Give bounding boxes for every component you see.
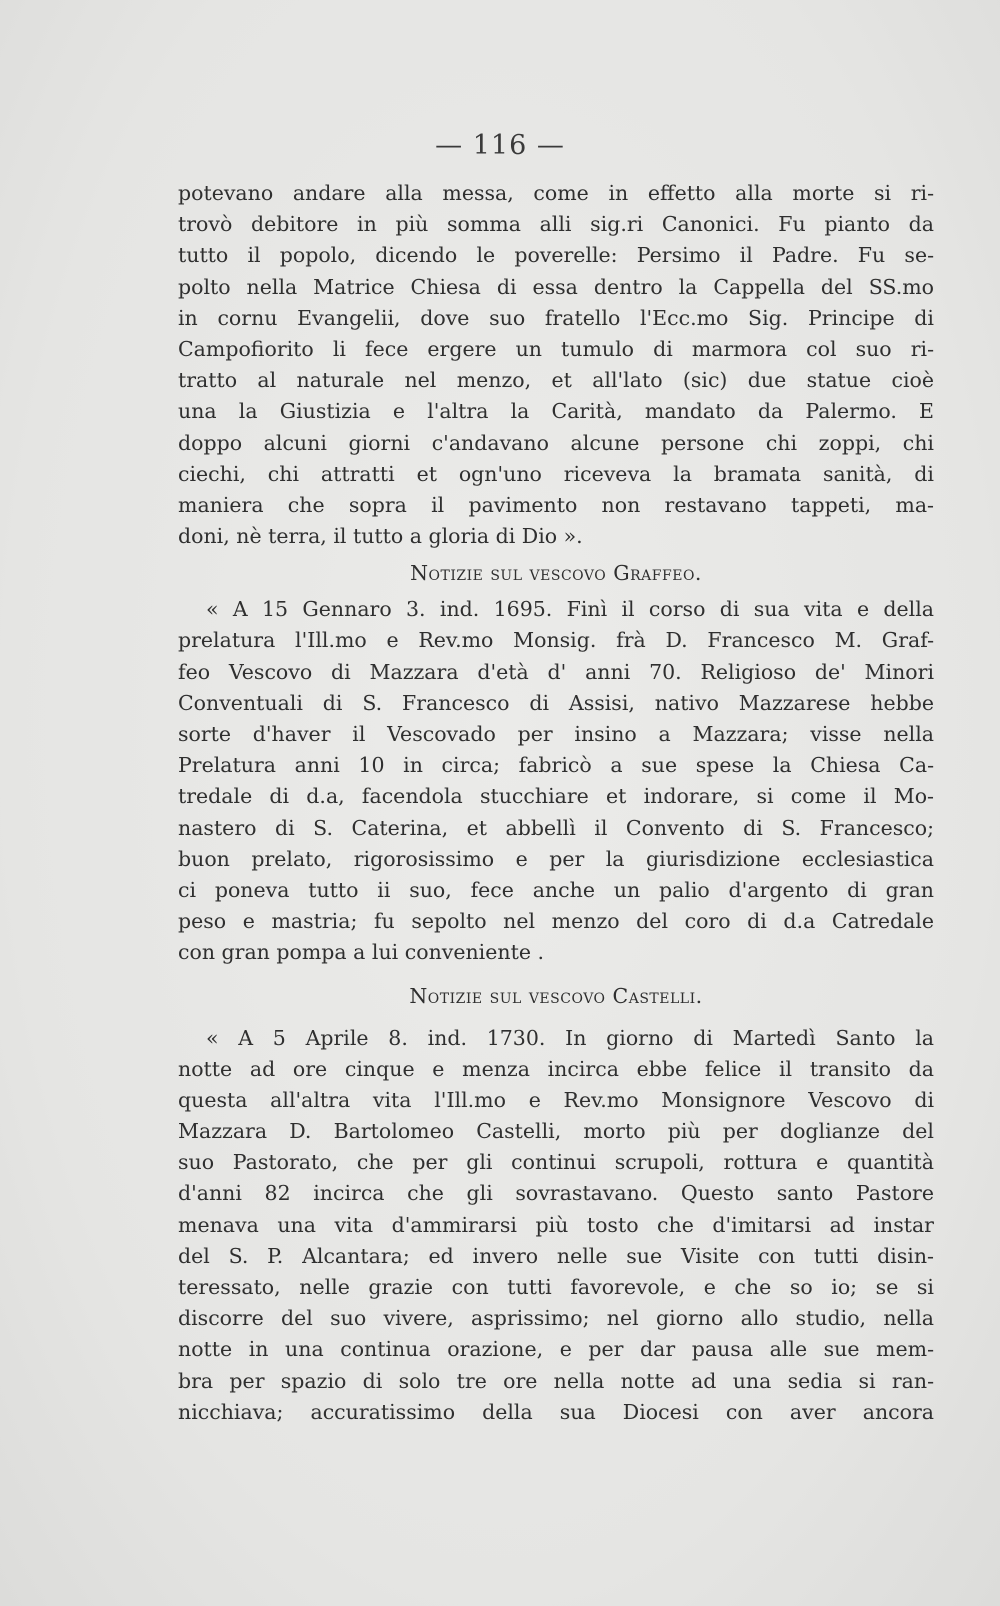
paragraph-2 — [178, 594, 934, 968]
text-line: con gran pompa a lui conveniente . — [178, 940, 544, 965]
text-line: Mazzara D. Bartolomeo Castelli, morto più per doglianze del — [178, 1119, 934, 1144]
paragraph-3 — [178, 1023, 934, 1428]
text-line: buon prelato, rigorosissimo e per la giurisdizione ecclesiastica — [178, 846, 934, 871]
text-line: ciechi, chi attratti et ogn'uno riceveva la bramata sanità, di — [178, 461, 934, 486]
text-line: doni, nè terra, il tutto a gloria di Dio ». — [178, 524, 583, 549]
text-line: feo Vescovo di Mazzara d'età d' anni 70. Religioso de' Minori — [178, 659, 934, 684]
text-line: Conventuali di S. Francesco di Assisi, nativo Mazzarese hebbe — [178, 690, 934, 715]
text-line: Campofiorito li fece ergere un tumulo di marmora col suo ri- — [178, 336, 934, 361]
text-line: del S. P. Alcantara; ed invero nelle sue Visite con tutti disin- — [178, 1243, 934, 1268]
text-line: « A 5 Aprile 8. ind. 1730. In giorno di Martedì Santo la — [206, 1025, 934, 1050]
text-line: una la Giustizia e l'altra la Carità, mandato da Palermo. E — [178, 399, 934, 424]
text-line: prelatura l'Ill.mo e Rev.mo Monsig. frà D. Francesco M. Graf- — [178, 628, 934, 653]
text-line: peso e mastria; fu sepolto nel menzo del coro di d.a Catredale — [178, 909, 934, 934]
text-line: polto nella Matrice Chiesa di essa dentro la Cappella del SS.mo — [178, 274, 934, 299]
text-line: suo Pastorato, che per gli continui scrupoli, rottura e quantità — [178, 1150, 934, 1175]
text-line: questa all'altra vita l'Ill.mo e Rev.mo Monsignore Vescovo di — [178, 1087, 934, 1112]
section-heading-castelli: Notizie sul vescovo Castelli. — [409, 983, 703, 1008]
text-line: « A 15 Gennaro 3. ind. 1695. Finì il corso di sua vita e della — [206, 597, 934, 622]
page-number: — 116 — — [435, 130, 565, 161]
text-line: in cornu Evangelii, dove suo fratello l'Ecc.mo Sig. Principe di — [178, 305, 934, 330]
text-line: ci poneva tutto ii suo, fece anche un palio d'argento di gran — [178, 877, 934, 902]
text-line: nicchiava; accuratissimo della sua Diocesi con aver ancora — [178, 1399, 934, 1424]
text-line: nastero di S. Caterina, et abbellì il Convento di S. Francesco; — [178, 815, 934, 840]
text-line: doppo alcuni giorni c'andavano alcune persone chi zoppi, chi — [178, 430, 934, 455]
text-line: discorre del suo vivere, asprissimo; nel giorno allo studio, nella — [178, 1306, 934, 1331]
text-line: d'anni 82 incirca che gli sovrastavano. Questo santo Pastore — [178, 1181, 934, 1206]
section-heading-graffeo: Notizie sul vescovo Graffeo. — [410, 561, 702, 586]
text-line: notte in una continua orazione, e per dar pausa alle sue mem- — [178, 1337, 934, 1362]
text-line: tredale di d.a, facendola stucchiare et indorare, si come il Mo- — [178, 784, 934, 809]
text-line: bra per spazio di solo tre ore nella notte ad una sedia si ran- — [178, 1368, 934, 1393]
text-line: trovò debitore in più somma alli sig.ri Canonici. Fu pianto da — [178, 212, 934, 237]
text-line: tratto al naturale nel menzo, et all'lato (sic) due statue cioè — [178, 368, 934, 393]
text-line: sorte d'haver il Vescovado per insino a Mazzara; visse nella — [178, 722, 934, 746]
text-line: maniera che sopra il pavimento non restavano tappeti, ma- — [178, 492, 934, 517]
page-text — [178, 178, 934, 1428]
text-line: potevano andare alla messa, come in effetto alla morte si ri- — [178, 181, 934, 205]
text-line: menava una vita d'ammirarsi più tosto che d'imitarsi ad instar — [178, 1212, 934, 1237]
text-line: teressato, nelle grazie con tutti favorevole, e che so io; se si — [178, 1275, 934, 1299]
text-line: Prelatura anni 10 in circa; fabricò a sue spese la Chiesa Ca- — [178, 753, 934, 778]
text-line: notte ad ore cinque e menza incirca ebbe felice il transito da — [178, 1056, 934, 1081]
paragraph-1 — [178, 178, 934, 552]
text-line: tutto il popolo, dicendo le poverelle: Persimo il Padre. Fu se- — [178, 243, 934, 268]
